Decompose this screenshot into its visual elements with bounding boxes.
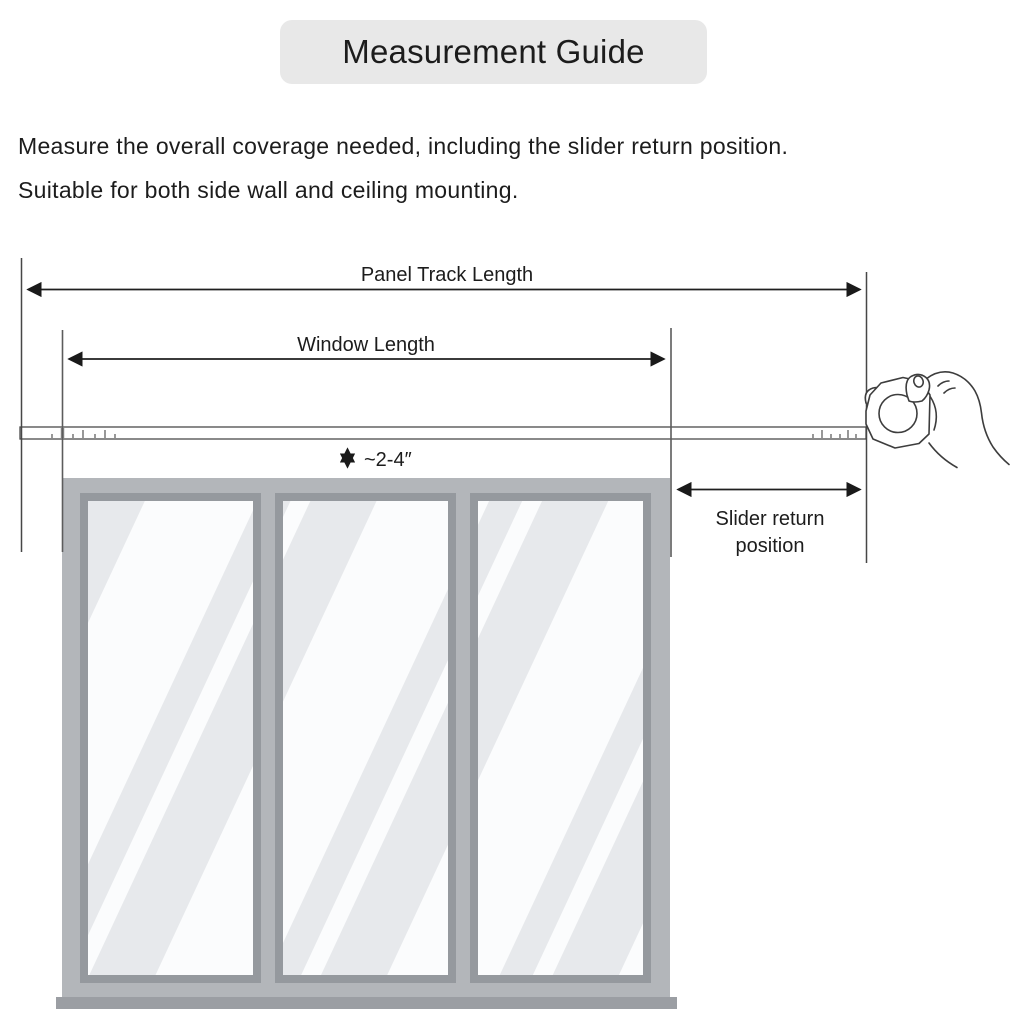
slider-return-label-line1: Slider return [715,508,825,530]
panel-track-label: Panel Track Length [360,264,534,286]
tape-ruler [20,427,866,439]
tape-measure-icon [865,372,1009,468]
description-line-1: Measure the overall coverage needed, including the slider return position. [18,133,789,159]
door-panel-1 [80,493,261,983]
door-sill [56,997,677,1009]
door-panel-2 [275,493,456,983]
window-length-label: Window Length [297,334,435,356]
description-line-2: Suitable for both side wall and ceiling mounting. [18,177,519,203]
door-panel-3 [470,493,651,983]
knuckle-lines [938,381,955,393]
gap-label: ~2-4″ [364,449,412,471]
dimension-arrows [28,290,860,490]
slider-return-label-line2: position [735,535,805,557]
sliding-door [56,478,677,1009]
page-title: Measurement Guide [342,33,645,70]
